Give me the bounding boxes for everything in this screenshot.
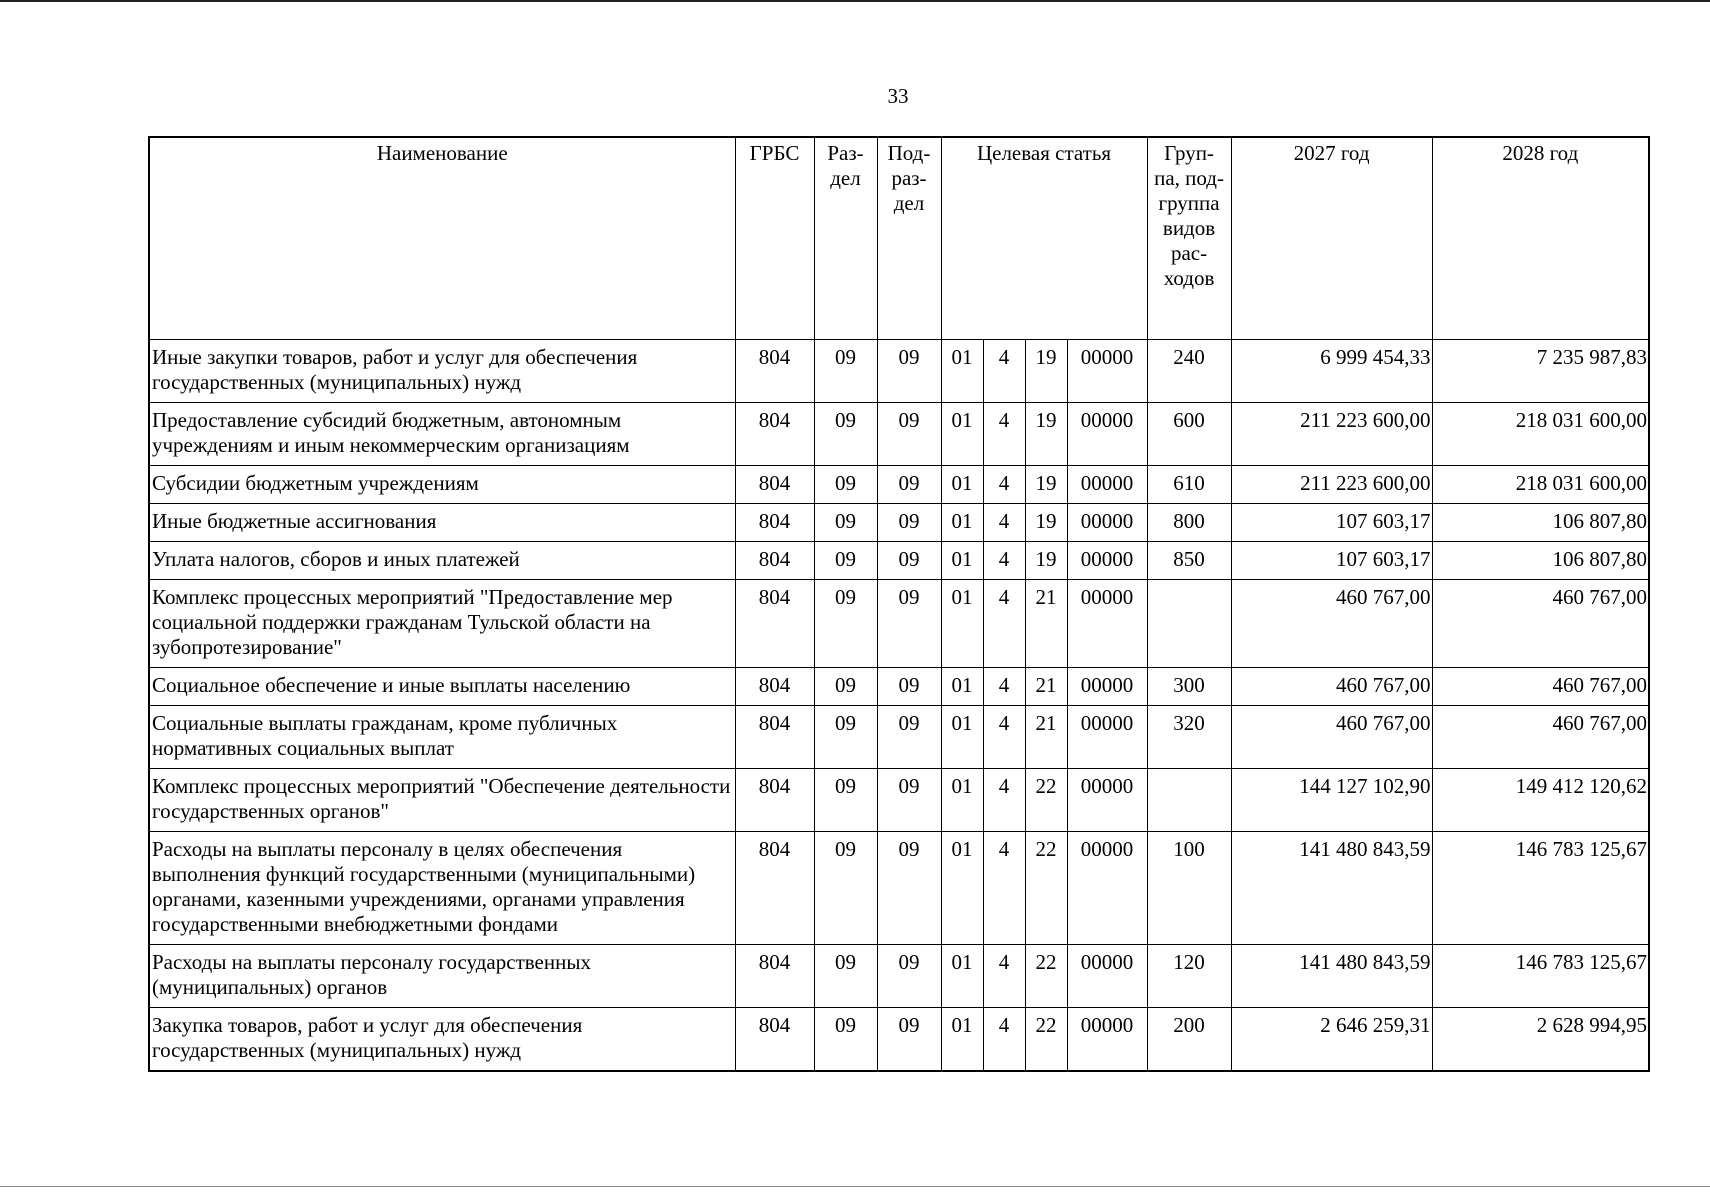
cell-amount-2027: 460 767,00 [1231,667,1432,705]
cell-target-type: 4 [983,503,1025,541]
cell-name: Расходы на выплаты персоналу государственных (муниципальных) органов [149,944,735,1007]
cell-amount-2027: 211 223 600,00 [1231,465,1432,503]
cell-expense-group: 800 [1147,503,1231,541]
cell-amount-2028: 106 807,80 [1432,541,1649,579]
table-row [149,339,1649,402]
table-row [149,503,1649,541]
cell-target-type: 4 [983,768,1025,831]
cell-subsection: 09 [877,705,941,768]
cell-expense-group: 300 [1147,667,1231,705]
cell-target-type: 4 [983,579,1025,667]
cell-subsection: 09 [877,944,941,1007]
cell-amount-2028: 2 628 994,95 [1432,1007,1649,1071]
cell-grbs: 804 [735,705,814,768]
table-row [149,768,1649,831]
cell-amount-2027: 211 223 600,00 [1231,402,1432,465]
table-row [149,705,1649,768]
cell-target-direction: 00000 [1067,503,1147,541]
cell-section: 09 [814,768,877,831]
cell-target-direction: 00000 [1067,465,1147,503]
cell-amount-2027: 6 999 454,33 [1231,339,1432,402]
header-name-text: Наименование [376,141,508,165]
header-year-2028 [1432,137,1649,339]
cell-expense-group [1147,768,1231,831]
cell-target-type: 4 [983,339,1025,402]
cell-target-program: 01 [941,579,983,667]
cell-section: 09 [814,1007,877,1071]
cell-subsection: 09 [877,339,941,402]
cell-target-direction: 00000 [1067,667,1147,705]
header-name [149,137,735,339]
cell-grbs: 804 [735,541,814,579]
cell-grbs: 804 [735,667,814,705]
cell-grbs: 804 [735,503,814,541]
cell-subsection: 09 [877,541,941,579]
table-row [149,579,1649,667]
cell-name: Уплата налогов, сборов и иных платежей [149,541,735,579]
cell-section: 09 [814,667,877,705]
cell-target-type: 4 [983,705,1025,768]
cell-name: Комплекс процессных мероприятий "Предоставление мер социальной поддержки гражданам Тульской области на зубопротезирование" [149,579,735,667]
cell-amount-2028: 149 412 120,62 [1432,768,1649,831]
cell-section: 09 [814,339,877,402]
cell-amount-2028: 460 767,00 [1432,579,1649,667]
cell-section: 09 [814,944,877,1007]
cell-amount-2027: 107 603,17 [1231,503,1432,541]
cell-target-type: 4 [983,831,1025,944]
cell-expense-group: 320 [1147,705,1231,768]
cell-target-item: 19 [1025,503,1067,541]
page-number: 33 [887,84,909,108]
cell-target-item: 19 [1025,541,1067,579]
cell-amount-2028: 7 235 987,83 [1432,339,1649,402]
cell-name: Социальные выплаты гражданам, кроме публичных нормативных социальных выплат [149,705,735,768]
header-expense-group-text: Груп- па, под- группа видов рас- ходов [1154,141,1224,290]
cell-expense-group: 200 [1147,1007,1231,1071]
header-target-article [941,137,1147,339]
cell-amount-2027: 141 480 843,59 [1231,831,1432,944]
cell-amount-2028: 218 031 600,00 [1432,465,1649,503]
cell-name: Иные бюджетные ассигнования [149,503,735,541]
cell-amount-2028: 460 767,00 [1432,667,1649,705]
header-grbs-text: ГРБС [749,141,800,165]
budget-table [148,136,1650,1072]
header-year-2027-text: 2027 год [1293,141,1370,165]
cell-name: Субсидии бюджетным учреждениям [149,465,735,503]
cell-amount-2028: 146 783 125,67 [1432,944,1649,1007]
header-target-article-text: Целевая статья [976,141,1112,165]
cell-name: Социальное обеспечение и иные выплаты населению [149,667,735,705]
header-subsection-text: Под- раз- дел [887,141,931,215]
cell-grbs: 804 [735,579,814,667]
cell-target-program: 01 [941,541,983,579]
cell-grbs: 804 [735,465,814,503]
cell-target-program: 01 [941,402,983,465]
cell-target-program: 01 [941,465,983,503]
cell-name: Расходы на выплаты персоналу в целях обеспечения выполнения функций государственными (муниципальными) органами, казенными учреждениями, органами управления государственными внебюджетными фондами [149,831,735,944]
table-row [149,1007,1649,1071]
table-row [149,402,1649,465]
cell-name: Комплекс процессных мероприятий "Обеспечение деятельности государственных органов" [149,768,735,831]
table-row [149,465,1649,503]
cell-section: 09 [814,402,877,465]
table-body [149,339,1649,1071]
cell-expense-group: 120 [1147,944,1231,1007]
cell-target-direction: 00000 [1067,768,1147,831]
table-row [149,831,1649,944]
cell-section: 09 [814,503,877,541]
cell-expense-group: 600 [1147,402,1231,465]
cell-name: Предоставление субсидий бюджетным, автономным учреждениям и иным некоммерческим организациям [149,402,735,465]
cell-amount-2027: 460 767,00 [1231,705,1432,768]
cell-target-item: 19 [1025,402,1067,465]
header-section [814,137,877,339]
cell-target-direction: 00000 [1067,579,1147,667]
cell-target-item: 22 [1025,1007,1067,1071]
cell-expense-group [1147,579,1231,667]
cell-target-item: 21 [1025,579,1067,667]
cell-target-direction: 00000 [1067,402,1147,465]
cell-name: Закупка товаров, работ и услуг для обеспечения государственных (муниципальных) нужд [149,1007,735,1071]
header-subsection [877,137,941,339]
cell-target-direction: 00000 [1067,944,1147,1007]
cell-amount-2027: 107 603,17 [1231,541,1432,579]
cell-amount-2027: 141 480 843,59 [1231,944,1432,1007]
cell-expense-group: 240 [1147,339,1231,402]
bottom-border-line [0,1186,1710,1187]
cell-target-item: 22 [1025,768,1067,831]
header-year-2027 [1231,137,1432,339]
cell-target-type: 4 [983,1007,1025,1071]
cell-amount-2027: 460 767,00 [1231,579,1432,667]
cell-target-program: 01 [941,1007,983,1071]
cell-target-item: 21 [1025,667,1067,705]
cell-section: 09 [814,465,877,503]
cell-subsection: 09 [877,465,941,503]
cell-section: 09 [814,541,877,579]
cell-subsection: 09 [877,831,941,944]
cell-subsection: 09 [877,402,941,465]
cell-target-program: 01 [941,705,983,768]
cell-target-type: 4 [983,402,1025,465]
cell-target-program: 01 [941,831,983,944]
cell-target-type: 4 [983,465,1025,503]
cell-section: 09 [814,705,877,768]
cell-subsection: 09 [877,667,941,705]
cell-target-program: 01 [941,339,983,402]
cell-section: 09 [814,579,877,667]
cell-target-item: 22 [1025,944,1067,1007]
header-year-2028-text: 2028 год [1502,141,1579,165]
cell-target-item: 21 [1025,705,1067,768]
cell-target-direction: 00000 [1067,831,1147,944]
cell-grbs: 804 [735,944,814,1007]
cell-target-direction: 00000 [1067,705,1147,768]
cell-expense-group: 850 [1147,541,1231,579]
cell-target-direction: 00000 [1067,541,1147,579]
cell-expense-group: 100 [1147,831,1231,944]
header-expense-group [1147,137,1231,339]
cell-target-program: 01 [941,944,983,1007]
cell-subsection: 09 [877,579,941,667]
cell-target-item: 19 [1025,339,1067,402]
cell-name: Иные закупки товаров, работ и услуг для обеспечения государственных (муниципальных) нужд [149,339,735,402]
top-border-line [0,0,1710,2]
cell-subsection: 09 [877,503,941,541]
table-row [149,667,1649,705]
table-header-row [149,137,1649,339]
header-section-text: Раз- дел [827,141,864,190]
cell-target-type: 4 [983,667,1025,705]
cell-target-type: 4 [983,541,1025,579]
cell-grbs: 804 [735,402,814,465]
cell-subsection: 09 [877,1007,941,1071]
cell-grbs: 804 [735,339,814,402]
cell-amount-2028: 146 783 125,67 [1432,831,1649,944]
cell-amount-2027: 2 646 259,31 [1231,1007,1432,1071]
header-grbs [735,137,814,339]
table-row [149,944,1649,1007]
cell-expense-group: 610 [1147,465,1231,503]
cell-amount-2028: 460 767,00 [1432,705,1649,768]
cell-grbs: 804 [735,1007,814,1071]
cell-grbs: 804 [735,831,814,944]
cell-section: 09 [814,831,877,944]
cell-target-item: 19 [1025,465,1067,503]
cell-subsection: 09 [877,768,941,831]
cell-amount-2028: 218 031 600,00 [1432,402,1649,465]
cell-grbs: 804 [735,768,814,831]
cell-target-direction: 00000 [1067,1007,1147,1071]
cell-target-program: 01 [941,503,983,541]
cell-amount-2027: 144 127 102,90 [1231,768,1432,831]
cell-target-program: 01 [941,768,983,831]
table-row [149,541,1649,579]
cell-target-type: 4 [983,944,1025,1007]
cell-target-program: 01 [941,667,983,705]
cell-target-direction: 00000 [1067,339,1147,402]
cell-amount-2028: 106 807,80 [1432,503,1649,541]
cell-target-item: 22 [1025,831,1067,944]
